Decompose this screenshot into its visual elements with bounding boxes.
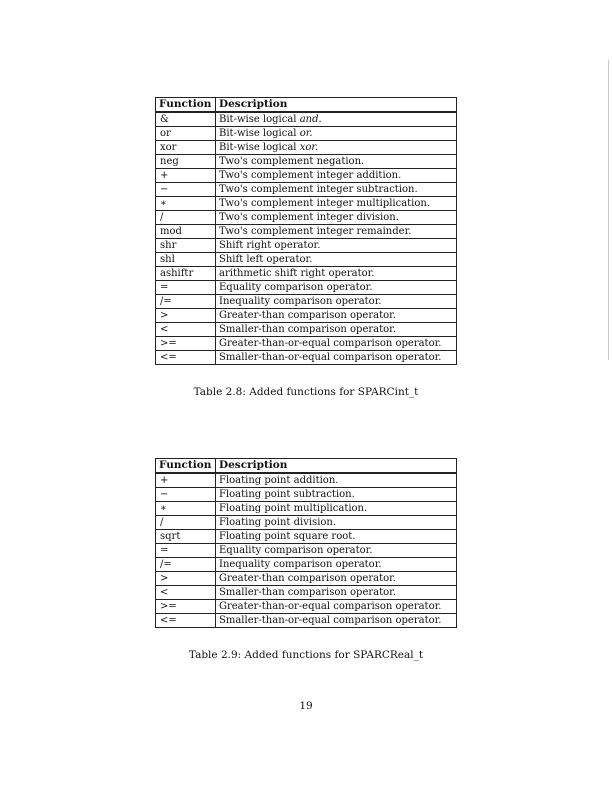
table-row [156, 309, 457, 323]
description-cell [216, 614, 457, 628]
description-text: Inequality comparison operator. [219, 559, 382, 570]
table-header-row [156, 98, 457, 113]
description-cell [216, 516, 457, 530]
function-cell: xor [156, 141, 216, 155]
header-description: Description [216, 98, 457, 113]
table-row [156, 544, 457, 558]
function-cell: ∗ [156, 197, 216, 211]
function-cell: ∗ [156, 502, 216, 516]
table-row [156, 253, 457, 267]
header-description: Description [216, 459, 457, 474]
table-row [156, 211, 457, 225]
description-text: Greater-than-or-equal comparison operator. [219, 601, 442, 612]
function-cell: > [156, 572, 216, 586]
table-row [156, 225, 457, 239]
description-text: Floating point square root. [219, 531, 356, 542]
description-text: Bit-wise logical [219, 128, 300, 139]
description-cell [216, 586, 457, 600]
description-text: Greater-than-or-equal comparison operator. [219, 338, 442, 349]
function-cell: + [156, 169, 216, 183]
description-cell [216, 239, 457, 253]
description-cell [216, 183, 457, 197]
function-cell: or [156, 127, 216, 141]
description-cell [216, 488, 457, 502]
table-header-row [156, 459, 457, 474]
description-cell [216, 309, 457, 323]
description-emphasis: or. [299, 128, 313, 139]
table-row [156, 169, 457, 183]
function-cell: >= [156, 337, 216, 351]
function-cell: >= [156, 600, 216, 614]
page-edge-mark [608, 60, 609, 360]
description-cell [216, 112, 457, 127]
description-text: Floating point division. [219, 517, 337, 528]
function-cell: <= [156, 614, 216, 628]
description-cell [216, 337, 457, 351]
table-row [156, 614, 457, 628]
table-row [156, 281, 457, 295]
description-text: Floating point addition. [219, 475, 339, 486]
table-caption-sparcint: Table 2.8: Added functions for SPARCint_t [193, 386, 419, 398]
description-cell [216, 530, 457, 544]
description-text: Greater-than comparison operator. [219, 573, 396, 584]
description-text: Smaller-than-or-equal comparison operator. [219, 352, 442, 363]
description-text: Two's complement integer addition. [219, 170, 402, 181]
description-cell [216, 169, 457, 183]
function-cell: shr [156, 239, 216, 253]
description-cell [216, 155, 457, 169]
function-cell: < [156, 323, 216, 337]
table-row [156, 295, 457, 309]
description-cell [216, 351, 457, 365]
table-row [156, 127, 457, 141]
description-cell [216, 211, 457, 225]
function-cell: − [156, 183, 216, 197]
description-cell [216, 600, 457, 614]
function-cell: < [156, 586, 216, 600]
description-cell [216, 253, 457, 267]
table-row [156, 183, 457, 197]
description-cell [216, 197, 457, 211]
table-row [156, 239, 457, 253]
table-row [156, 558, 457, 572]
function-cell: mod [156, 225, 216, 239]
description-text: Smaller-than-or-equal comparison operator. [219, 615, 442, 626]
description-text: Greater-than comparison operator. [219, 310, 396, 321]
description-text: Equality comparison operator. [219, 282, 373, 293]
table-caption-sparcreal: Table 2.9: Added functions for SPARCReal_t [188, 649, 424, 661]
description-cell [216, 323, 457, 337]
table-row [156, 473, 457, 488]
header-function: Function [156, 98, 216, 113]
table-row [156, 586, 457, 600]
description-text: Two's complement integer division. [219, 212, 399, 223]
table-row [156, 155, 457, 169]
description-cell [216, 281, 457, 295]
table-row [156, 197, 457, 211]
function-cell: /= [156, 558, 216, 572]
description-cell [216, 267, 457, 281]
description-text: Shift right operator. [219, 240, 321, 251]
function-cell: / [156, 516, 216, 530]
function-cell: + [156, 473, 216, 488]
table-row [156, 323, 457, 337]
table-row [156, 516, 457, 530]
description-text: Shift left operator. [219, 254, 313, 265]
header-function: Function [156, 459, 216, 474]
table-row [156, 502, 457, 516]
function-cell: − [156, 488, 216, 502]
description-text: Two's complement integer subtraction. [219, 184, 418, 195]
description-cell [216, 502, 457, 516]
function-cell: neg [156, 155, 216, 169]
description-cell [216, 295, 457, 309]
function-cell: = [156, 281, 216, 295]
function-cell: / [156, 211, 216, 225]
table-row [156, 600, 457, 614]
function-cell: sqrt [156, 530, 216, 544]
table-row [156, 572, 457, 586]
table-row [156, 141, 457, 155]
function-cell: = [156, 544, 216, 558]
description-text: Smaller-than comparison operator. [219, 587, 397, 598]
description-cell [216, 558, 457, 572]
description-text: Equality comparison operator. [219, 545, 373, 556]
description-text: Two's complement integer remainder. [219, 226, 412, 237]
description-cell [216, 544, 457, 558]
description-text: Bit-wise logical [219, 142, 300, 153]
page-number: 19 [299, 700, 313, 712]
description-text: Smaller-than comparison operator. [219, 324, 397, 335]
description-text: Floating point multiplication. [219, 503, 368, 514]
function-cell: ashiftr [156, 267, 216, 281]
function-cell: & [156, 112, 216, 127]
function-cell: shl [156, 253, 216, 267]
description-text: Floating point subtraction. [219, 489, 355, 500]
function-cell: > [156, 309, 216, 323]
description-cell [216, 572, 457, 586]
table-row [156, 530, 457, 544]
description-cell [216, 141, 457, 155]
table-row [156, 267, 457, 281]
sparcint-functions-table [155, 97, 457, 365]
function-cell: /= [156, 295, 216, 309]
description-cell [216, 225, 457, 239]
table-row [156, 351, 457, 365]
description-text: Inequality comparison operator. [219, 296, 382, 307]
description-emphasis: and. [299, 114, 322, 125]
description-text: Two's complement negation. [219, 156, 365, 167]
sparcreal-functions-table [155, 458, 457, 628]
description-cell [216, 473, 457, 488]
description-text: arithmetic shift right operator. [219, 268, 375, 279]
description-cell [216, 127, 457, 141]
table-row [156, 488, 457, 502]
description-text: Bit-wise logical [219, 114, 300, 125]
table-row [156, 337, 457, 351]
description-emphasis: xor. [299, 142, 319, 153]
function-cell: <= [156, 351, 216, 365]
table-row [156, 112, 457, 127]
description-text: Two's complement integer multiplication. [219, 198, 431, 209]
